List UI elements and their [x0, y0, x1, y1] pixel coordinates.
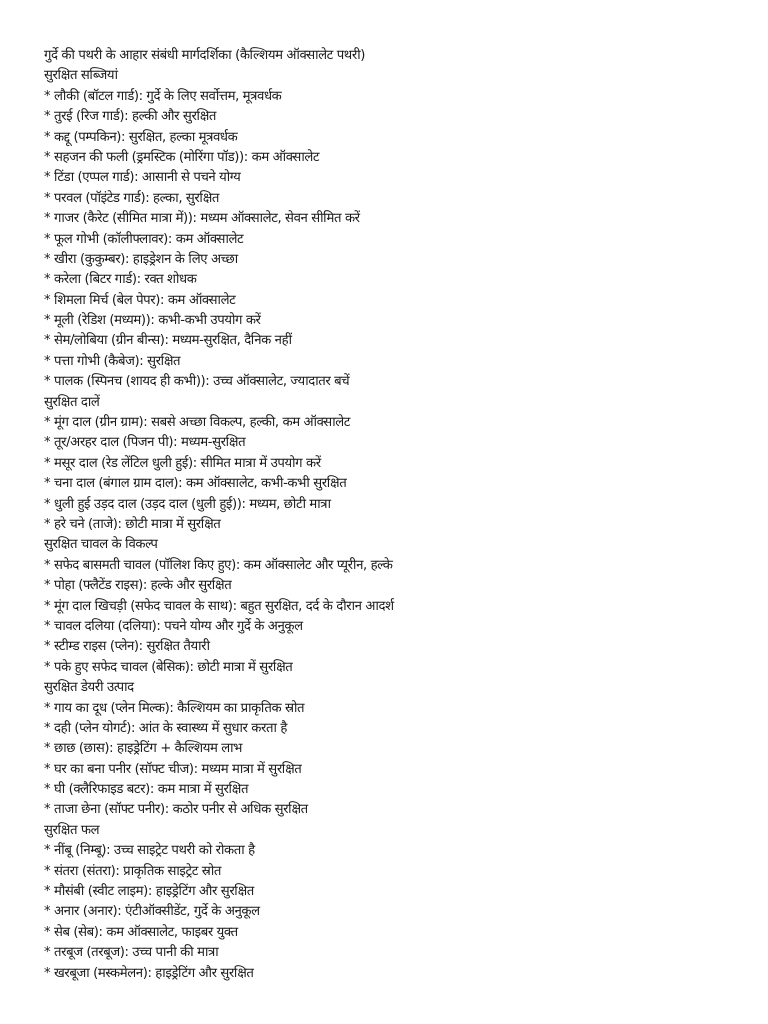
list-item: * सहजन की फली (ड्रमस्टिक (मोरिंगा पॉड)): कम ऑक्सालेट [44, 149, 320, 165]
document-title: गुर्दे की पथरी के आहार संबंधी मार्गदर्शिका (कैल्शियम ऑक्सालेट पथरी) [44, 48, 365, 63]
list-item: * संतरा (संतरा): प्राकृतिक साइट्रेट स्रोत [44, 863, 221, 879]
list-item: * धुली हुई उड़द दाल (उड़द दाल (धुली हुई)): मध्यम, छोटी मात्रा [44, 496, 331, 512]
list-item: * मूली (रेडिश (मध्यम)): कभी-कभी उपयोग करें [44, 313, 261, 329]
list-item: * खीरा (कुकुम्बर): हाइड्रेशन के लिए अच्छा [44, 251, 238, 267]
section-vegetables [44, 66, 744, 392]
list-item: * शिमला मिर्च (बेल पेपर): कम ऑक्सालेट [44, 292, 236, 308]
list-item: * मूंग दाल (ग्रीन ग्राम): सबसे अच्छा विकल्प, हल्की, कम ऑक्सालेट [44, 415, 351, 431]
list-item: * लौकी (बॉटल गार्ड): गुर्दे के लिए सर्वोत्तम, मूत्रवर्धक [44, 88, 282, 104]
list-item: * गाय का दूध (प्लेन मिल्क): कैल्शियम का प्राकृतिक स्रोत [44, 700, 305, 716]
section-dairy [44, 678, 744, 821]
list-item: * सेम/लोबिया (ग्रीन बीन्स): मध्यम-सुरक्षित, दैनिक नहीं [44, 333, 292, 349]
list-item: * घर का बना पनीर (सॉफ्ट चीज): मध्यम मात्रा में सुरक्षित [44, 761, 302, 777]
list-item: * तरबूज (तरबूज): उच्च पानी की मात्रा [44, 945, 219, 961]
list-item: * चना दाल (बंगाल ग्राम दाल): कम ऑक्सालेट, कभी-कभी सुरक्षित [44, 476, 347, 492]
section-heading: सुरक्षित डेयरी उत्पाद [44, 680, 134, 696]
section-pulses [44, 393, 744, 536]
list-item: * पके हुए सफेद चावल (बेसिक): छोटी मात्रा में सुरक्षित [44, 659, 293, 675]
list-item: * मसूर दाल (रेड लेंटिल धुली हुई): सीमित मात्रा में उपयोग करें [44, 455, 321, 471]
list-item: * दही (प्लेन योगर्ट): आंत के स्वास्थ्य में सुधार करता है [44, 720, 287, 736]
section-rice [44, 535, 744, 678]
list-item: * मौसंबी (स्वीट लाइम): हाइड्रेटिंग और सुरक्षित [44, 884, 254, 900]
list-item: * नींबू (निम्बू): उच्च साइट्रेट पथरी को रोकता है [44, 843, 255, 859]
section-heading: सुरक्षित चावल के विकल्प [44, 537, 158, 553]
list-item: * स्टीम्ड राइस (प्लेन): सुरक्षित तैयारी [44, 639, 210, 655]
list-item: * हरे चने (ताजे): छोटी मात्रा में सुरक्षित [44, 516, 221, 532]
list-item: * सेब (सेब): कम ऑक्सालेट, फाइबर युक्त [44, 924, 238, 940]
list-item: * घी (क्लैरिफाइड बटर): कम मात्रा में सुरक्षित [44, 782, 249, 798]
list-item: * करेला (बिटर गार्ड): रक्त शोधक [44, 272, 197, 288]
section-heading: सुरक्षित दालें [44, 394, 100, 410]
list-item: * छाछ (छास): हाइड्रेटिंग + कैल्शियम लाभ [44, 741, 243, 757]
list-item: * तुरई (रिज गार्ड): हल्की और सुरक्षित [44, 109, 217, 125]
list-item: * तूर/अरहर दाल (पिजन पी): मध्यम-सुरक्षित [44, 435, 246, 451]
list-item: * पोहा (फ्लैटेंड राइस): हल्के और सुरक्षित [44, 578, 232, 594]
section-heading: सुरक्षित सब्जियां [44, 68, 118, 84]
document-body [44, 46, 744, 984]
list-item: * कद्दू (पम्पकिन): सुरक्षित, हल्का मूत्रवर्धक [44, 129, 238, 145]
section-heading: सुरक्षित फल [44, 822, 100, 838]
list-item: * गाजर (कैरेट (सीमित मात्रा में)): मध्यम ऑक्सालेट, सेवन सीमित करें [44, 211, 360, 227]
list-item: * अनार (अनार): एंटीऑक्सीडेंट, गुर्दे के अनुकूल [44, 904, 260, 920]
list-item: * पत्ता गोभी (कैबेज): सुरक्षित [44, 353, 181, 369]
list-item: * परवल (पॉइंटेड गार्ड): हल्का, सुरक्षित [44, 190, 220, 206]
list-item: * खरबूजा (मस्कमेलन): हाइड्रेटिंग और सुरक्षित [44, 965, 254, 981]
list-item: * ताजा छेना (सॉफ्ट पनीर): कठोर पनीर से अधिक सुरक्षित [44, 802, 308, 818]
list-item: * टिंडा (एप्पल गार्ड): आसानी से पचने योग्य [44, 170, 241, 186]
list-item: * पालक (स्पिनच (शायद ही कभी)): उच्च ऑक्सालेट, ज्यादातर बचें [44, 374, 350, 390]
section-fruits [44, 821, 744, 984]
list-item: * मूंग दाल खिचड़ी (सफेद चावल के साथ): बहुत सुरक्षित, दर्द के दौरान आदर्श [44, 598, 394, 614]
list-item: * फूल गोभी (कॉलीफ्लावर): कम ऑक्सालेट [44, 231, 244, 247]
list-item: * चावल दलिया (दलिया): पचने योग्य और गुर्दे के अनुकूल [44, 618, 303, 634]
list-item: * सफेद बासमती चावल (पॉलिश किए हुए): कम ऑक्सालेट और प्यूरीन, हल्के [44, 557, 393, 573]
